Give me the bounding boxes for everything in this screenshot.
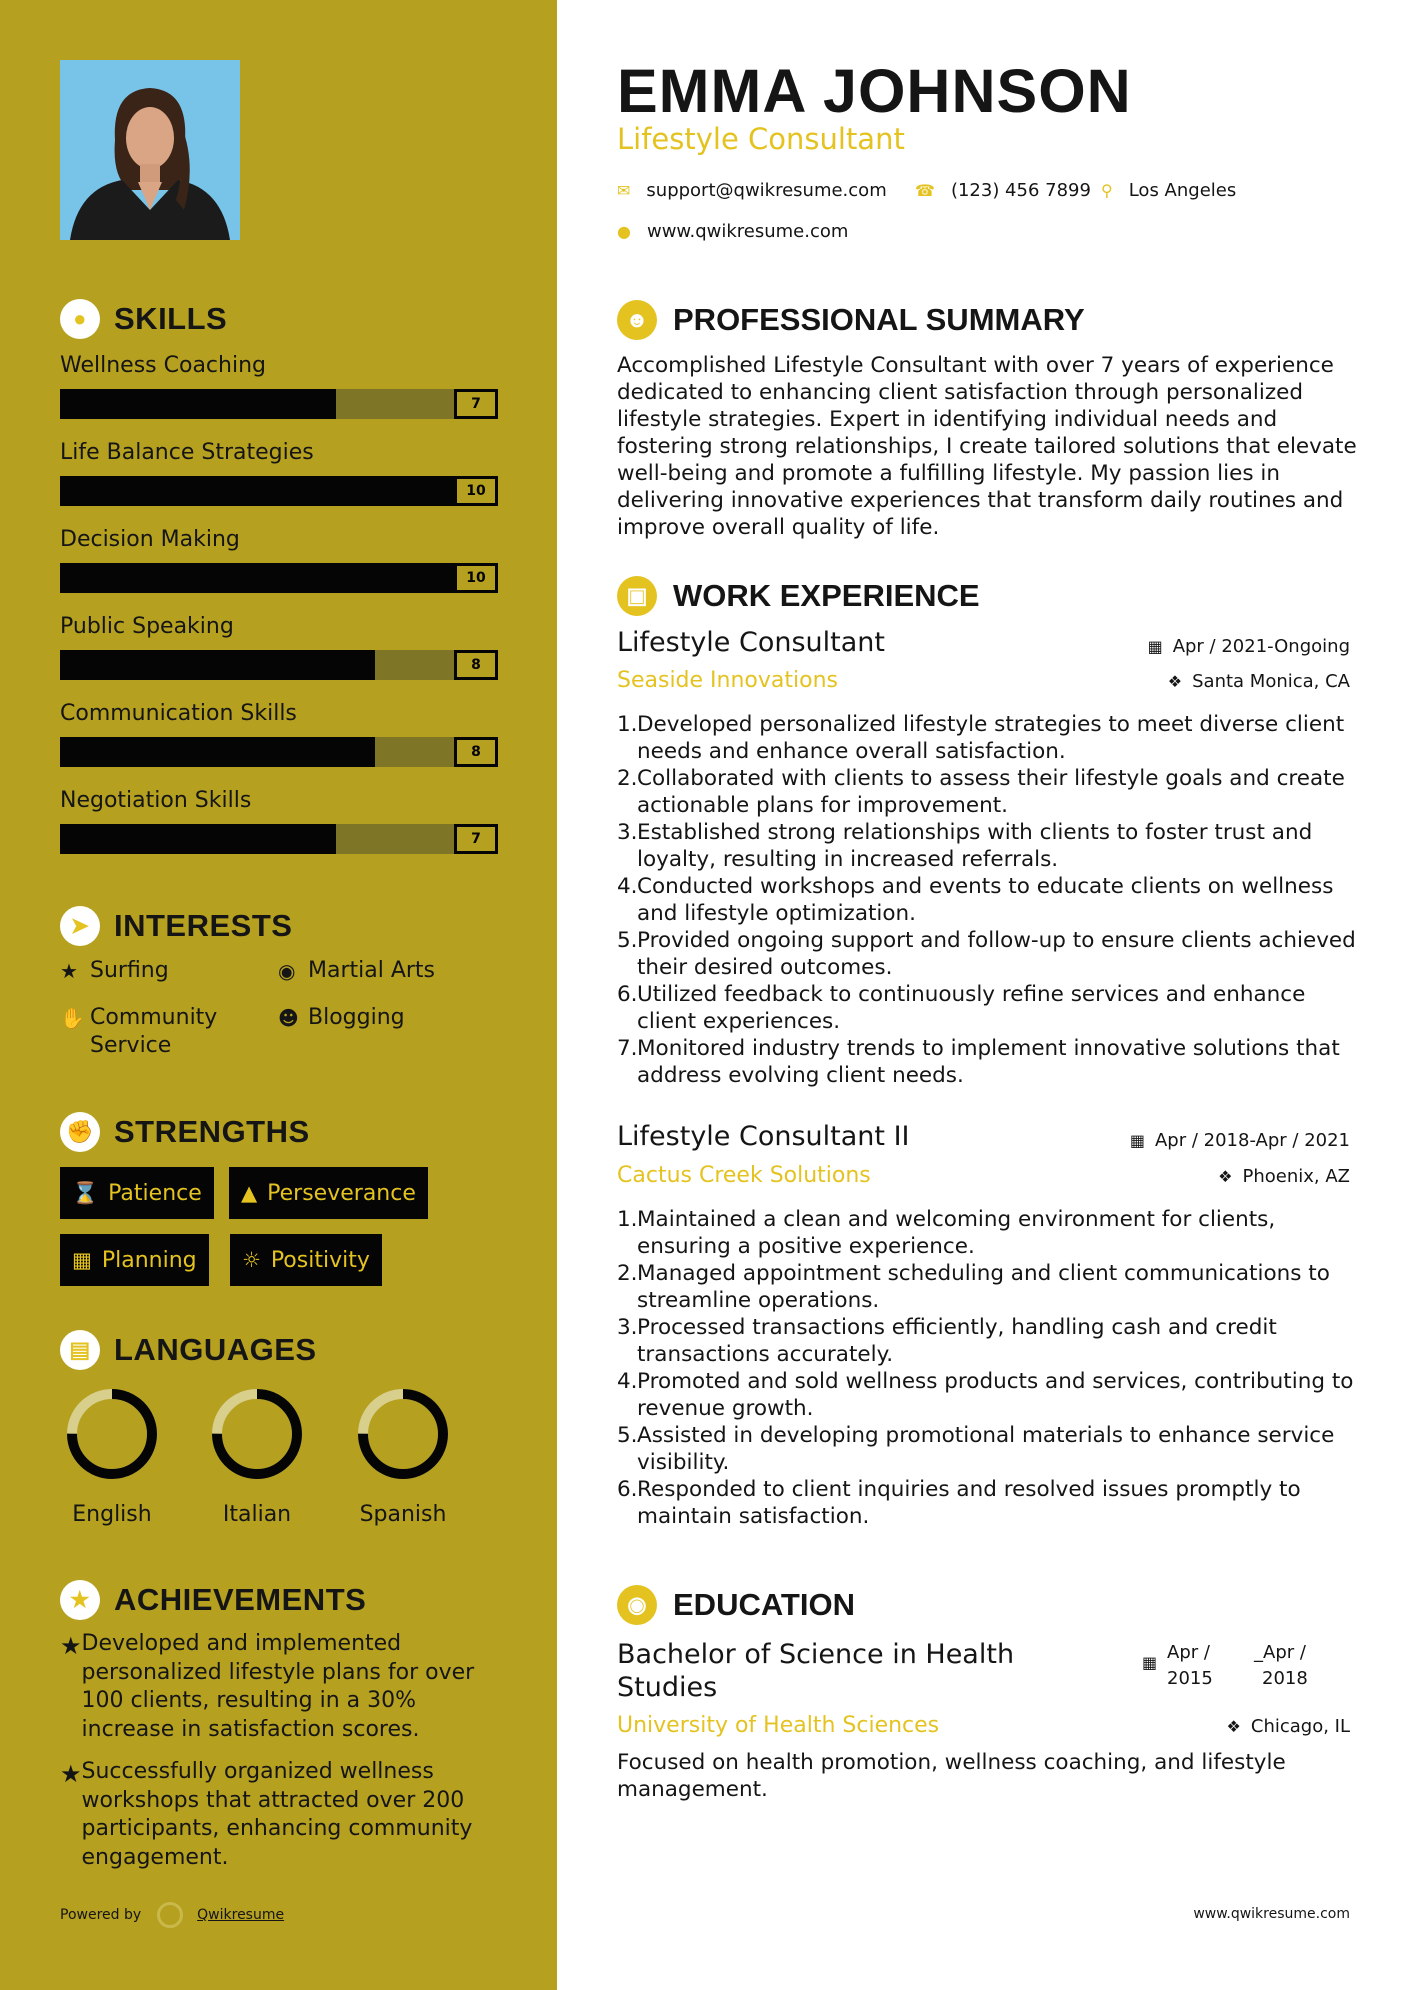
star-badge-icon: ★ — [60, 1580, 100, 1620]
globe-icon: ● — [617, 222, 631, 241]
skills-heading: ● SKILLS — [60, 299, 227, 339]
phone-icon: ☎ — [915, 181, 935, 200]
skill-bar — [60, 389, 498, 419]
job-company: Cactus Creek Solutions — [617, 1163, 871, 1188]
strength-tag: ▦ Planning — [60, 1234, 209, 1286]
hourglass-icon: ⌛ — [72, 1180, 99, 1205]
skill-item — [60, 699, 498, 767]
skill-name: Decision Making — [60, 527, 240, 552]
skill-bar — [60, 737, 498, 767]
skill-item — [60, 612, 498, 680]
achievement-item: ★ Developed and implemented personalized lifestyle plans for over 100 clients, resulting in a 30% increase in satisfaction scores. — [60, 1631, 475, 1742]
envelope-icon: ✉ — [617, 181, 631, 200]
job-location: ❖ Phoenix, AZ — [1218, 1166, 1350, 1187]
skill-name: Wellness Coaching — [60, 353, 266, 378]
footer-url[interactable]: www.qwikresume.com — [1193, 1906, 1350, 1922]
interest-item: ★ Surfing — [60, 958, 169, 983]
pushpin-icon: ❖ — [1218, 1167, 1233, 1186]
road-icon: ▲ — [241, 1181, 258, 1205]
shooting-star-icon: ★ — [60, 1760, 82, 1788]
skill-item — [60, 438, 498, 506]
list-item: 3. Established strong relationships with clients to foster trust and loyalty, resulting in increased referrals. — [617, 820, 1313, 872]
star-icon: ★ — [60, 959, 78, 983]
language-name: Italian — [222, 1502, 292, 1527]
language-gauge — [209, 1386, 305, 1482]
language-item — [348, 1386, 458, 1527]
id-card-icon: ▤ — [60, 1330, 100, 1370]
skill-level: 7 — [454, 824, 498, 854]
summary-heading: ☻ PROFESSIONAL SUMMARY — [617, 300, 1085, 340]
degree-title: Bachelor of Science in Health Studies — [617, 1639, 1015, 1703]
brand-link[interactable]: Qwikresume — [197, 1907, 285, 1923]
job-location: ❖ Santa Monica, CA — [1167, 671, 1350, 692]
candidate-name: EMMA JOHNSON — [617, 57, 1132, 125]
job-title: Lifestyle Consultant — [617, 627, 885, 658]
powered-by: Powered by Qwikresume — [60, 1902, 284, 1928]
languages-heading: ▤ LANGUAGES — [60, 1330, 317, 1370]
qwikresume-logo-icon — [157, 1902, 183, 1928]
job-company: Seaside Innovations — [617, 668, 838, 693]
list-item: 7. Monitored industry trends to implement innovative solutions that address evolving client needs. — [617, 1036, 1340, 1088]
list-item: 4. Promoted and sold wellness products and services, contributing to revenue growth. — [617, 1369, 1354, 1421]
education-heading: ◉ EDUCATION — [617, 1585, 855, 1625]
skill-item — [60, 351, 498, 419]
job-dates: ▦ Apr / 2018-Apr / 2021 — [1129, 1130, 1350, 1151]
language-item — [202, 1386, 312, 1527]
location-contact: ⚲ Los Angeles — [1101, 180, 1237, 201]
strength-tag: ⌛ Patience — [60, 1167, 214, 1219]
language-item — [57, 1386, 167, 1527]
office-chair-icon: ▣ — [617, 576, 657, 616]
globe-icon: ◉ — [278, 959, 296, 983]
calendar-icon: ▦ — [1129, 1131, 1145, 1150]
list-item: 2. Managed appointment scheduling and client communications to streamline operations. — [617, 1261, 1330, 1313]
sidebar — [0, 0, 557, 1990]
user-icon: ☻ — [617, 300, 657, 340]
interest-item: ◉ Martial Arts — [278, 958, 436, 983]
job-dates: ▦ Apr / 2021-Ongoing — [1147, 636, 1350, 657]
skill-bar-fill — [60, 476, 454, 506]
pushpin-icon: ❖ — [1167, 672, 1183, 691]
sun-icon: ☼ — [242, 1248, 261, 1272]
skill-name: Negotiation Skills — [60, 788, 252, 813]
job-duties — [617, 1206, 1367, 1530]
shooting-star-icon: ★ — [60, 1632, 82, 1660]
map-pin-icon: ⚲ — [1101, 181, 1113, 200]
list-item: 6. Responded to client inquiries and resolved issues promptly to maintain satisfaction. — [617, 1477, 1301, 1529]
skill-bar — [60, 650, 498, 680]
language-gauge — [64, 1386, 160, 1482]
language-name: English — [72, 1502, 152, 1527]
paper-plane-icon: ➤ — [60, 906, 100, 946]
profile-photo — [60, 60, 240, 240]
skill-bar-fill — [60, 737, 375, 767]
experience-heading: ▣ WORK EXPERIENCE — [617, 576, 980, 616]
job-title: Lifestyle Consultant II — [617, 1121, 910, 1152]
calendar-icon: ▦ — [1142, 1653, 1158, 1672]
skill-level: 8 — [454, 650, 498, 680]
education-location: ❖ Chicago, IL — [1226, 1716, 1350, 1737]
interests-heading: ➤ INTERESTS — [60, 906, 292, 946]
website-contact: ● www.qwikresume.com — [617, 221, 849, 242]
skill-name: Public Speaking — [60, 614, 234, 639]
candidate-role: Lifestyle Consultant — [617, 122, 905, 156]
education-start: Apr / 2015 — [1167, 1642, 1213, 1689]
language-gauge — [355, 1386, 451, 1482]
interest-item: ✋ Community Service — [60, 1005, 218, 1058]
skill-bar-fill — [60, 563, 454, 593]
fist-icon: ✊ — [60, 1112, 100, 1152]
summary-text: Accomplished Lifestyle Consultant with over 7 years of experience dedicated to enhancing client satisfaction through personalized lifestyle strategies. Expert in identifying individual needs and fostering strong relationships, I create tailored solutions that elevate well-being and promote a fulfilling lifestyle. My passion lies in delivering innovative experiences that transform daily routines and improve overall quality of life. — [617, 353, 1357, 540]
interest-item: ☻ Blogging — [278, 1005, 405, 1030]
strength-tag: ☼ Positivity — [230, 1234, 382, 1286]
skill-name: Life Balance Strategies — [60, 440, 314, 465]
skill-bar-fill — [60, 389, 336, 419]
list-item: 1. Developed personalized lifestyle strategies to meet diverse client needs and enhance overall satisfaction. — [617, 712, 1345, 764]
job-duties — [617, 711, 1367, 1089]
list-item: 1. Maintained a clean and welcoming environment for clients, ensuring a positive experience. — [617, 1207, 1276, 1259]
skill-level: 10 — [454, 476, 498, 506]
calendar-icon: ▦ — [72, 1248, 92, 1272]
strengths-heading: ✊ STRENGTHS — [60, 1112, 310, 1152]
skill-level: 7 — [454, 389, 498, 419]
skill-bar — [60, 563, 498, 593]
skill-item — [60, 525, 498, 593]
hand-icon: ✋ — [60, 1006, 85, 1030]
email-contact: ✉ support@qwikresume.com — [617, 180, 887, 201]
skill-bar — [60, 476, 498, 506]
main-content — [557, 0, 1407, 1990]
skill-level: 8 — [454, 737, 498, 767]
phone-contact: ☎ (123) 456 7899 — [915, 180, 1091, 201]
skill-name: Communication Skills — [60, 701, 297, 726]
users-icon: ☻ — [278, 1006, 299, 1030]
education-description: Focused on health promotion, wellness coaching, and lifestyle management. — [617, 1750, 1286, 1802]
skill-bar-fill — [60, 650, 375, 680]
skill-item — [60, 786, 498, 854]
lightbulb-icon: ● — [60, 299, 100, 339]
list-item: 3. Processed transactions efficiently, handling cash and credit transactions accurately. — [617, 1315, 1277, 1367]
achievement-item: ★ Successfully organized wellness workshops that attracted over 200 participants, enhancing community engagement. — [60, 1759, 473, 1870]
skill-level: 10 — [454, 563, 498, 593]
calendar-icon: ▦ — [1147, 637, 1163, 656]
list-item: 5. Assisted in developing promotional materials to enhance service visibility. — [617, 1423, 1335, 1475]
education-end: _Apr / 2018 — [1254, 1642, 1308, 1689]
graduation-icon: ◉ — [617, 1585, 657, 1625]
strength-tag: ▲ Perseverance — [229, 1167, 428, 1219]
language-name: Spanish — [359, 1502, 447, 1527]
skill-bar — [60, 824, 498, 854]
list-item: 6. Utilized feedback to continuously refine services and enhance client experiences. — [617, 982, 1306, 1034]
list-item: 4. Conducted workshops and events to educate clients on wellness and lifestyle optimization. — [617, 874, 1334, 926]
skill-bar-fill — [60, 824, 336, 854]
list-item: 2. Collaborated with clients to assess their lifestyle goals and create actionable plans for improvement. — [617, 766, 1345, 818]
school-name: University of Health Sciences — [617, 1713, 940, 1738]
list-item: 5. Provided ongoing support and follow-up to ensure clients achieved their desired outcomes. — [617, 928, 1356, 980]
pushpin-icon: ❖ — [1226, 1717, 1241, 1736]
achievements-heading: ★ ACHIEVEMENTS — [60, 1580, 366, 1620]
